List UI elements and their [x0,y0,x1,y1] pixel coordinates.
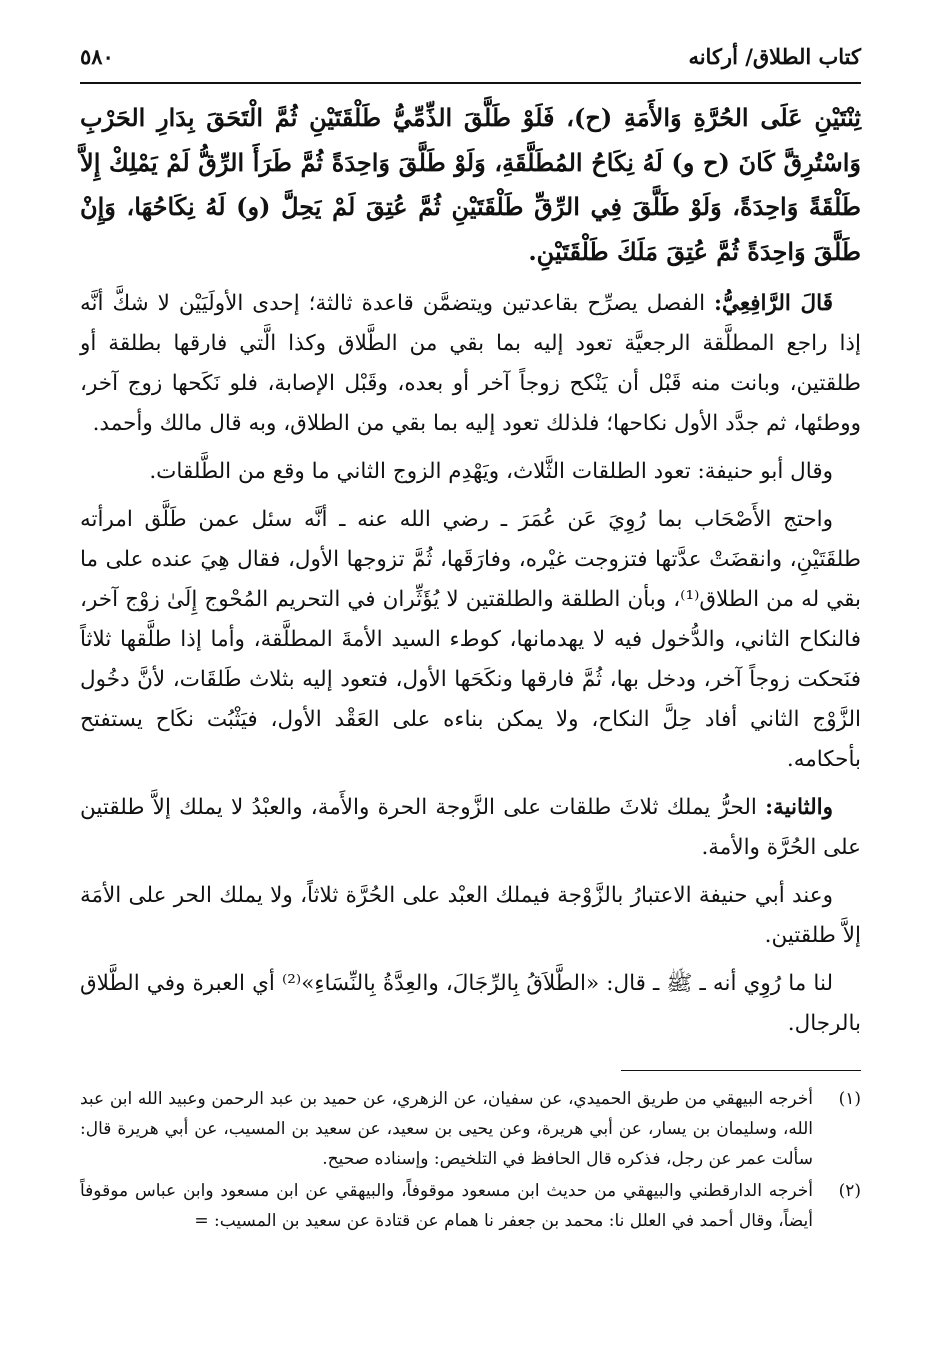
paragraph-text: لنا ما رُوِي أنه ـ ﷺ ـ قال: «الطَّلاَقُ بِالرِّجَالَ، والعِدَّةُ بِالنِّسَاءِ»⁽²⁾ أي العبرة وفي الطَّلاق بالرجال. [80,971,861,1036]
matn-paragraph: ثِنْتَيْنِ عَلَى الحُرَّةِ وَالأَمَةِ (ح)، فَلَوْ طَلَّقَ الذِّمِّيُّ طَلْقَتَيْنِ ثُمَّ الْتَحَقَ بِدَارِ الحَرْبِ وَاسْتُرِقَّ كَانَ (ح و) لَهُ نِكَاحُ المُطَلَّقَةِ، وَلَوْ طَلَّقَ وَاحِدَةً ثُمَّ طَرَأَ الرِّقُّ لَمْ يَمْلِكْ إِلاَّ طَلْقَةً وَاحِدَةً، وَلَوْ طَلَّقَ فِي الرِّقِّ طَلْقَتَيْنِ ثُمَّ عُتِقَ لَمْ يَحِلَّ (و) لَهُ نِكَاحُهَا، وَإِنْ طَلَّقَ وَاحِدَةً ثُمَّ عُتِقَ مَلَكَ طَلْقَتَيْنِ. [80,103,861,266]
header-rule [80,82,861,84]
sharh-paragraph-5 [80,876,861,956]
paragraph-lead: والثانية: [765,795,833,820]
footnote-separator [621,1070,861,1071]
paragraph-text: وعند أبي حنيفة الاعتبارُ بالزَّوْجة فيملك العبْد على الحُرَّة ثلاثاً، ولا يملك الحر على الأمَة إلاَّ طلقتين. [80,883,861,948]
paragraph-text: الحرُّ يملك ثلاثَ طلقات على الزَّوجة الحرة والأَمة، والعبْدُ لا يملك إلاَّ طلقتين على الحُرَّة والأمة. [80,795,861,860]
sharh-paragraph-3 [80,500,861,780]
footnote-number: (٢) [838,1181,861,1201]
running-title: كتاب الطلاق/ أركانه [688,43,861,69]
main-text [80,96,861,1052]
footnote-text: أخرجه الدارقطني والبيهقي من حديث ابن مسعود موقوفاً، والبيهقي عن ابن مسعود وابن عباس موقوفاً أيضاً، وقال أحمد في العلل نا: محمد بن جعفر نا همام عن قتادة عن سعيد بن المسيب: = [80,1181,813,1231]
paragraph-text: الفصل يصرِّح بقاعدتين ويتضمَّن قاعدة ثالثة؛ إحدى الأولَيَيْن لا شكَّ أنَّه إذا راجع المطلَّقة الرجعيَّة تعود إليه بما بقي من الطَّلاق وكذا الَّتي فارقها بطلقة أو طلقتين، وبانت منه قَبْل أن يَنْكح زوجاً آخر أو بعده، وقَبْل الإصابة، فلو نَكَحها زوج آخر، ووطئها، ثم جدَّد الأول نكاحها؛ فلذلك تعود إليه بما بقي من الطلاق، وبه قال مالك وأحمد. [80,291,861,436]
page-header [80,38,861,74]
sharh-paragraph-6 [80,964,861,1044]
footnote-number: (١) [838,1089,861,1109]
footnote-1 [80,1084,861,1174]
page-number: ٥٨٠ [80,43,114,69]
sharh-paragraph-4 [80,788,861,868]
footnotes [80,1084,861,1238]
footnote-2 [80,1176,861,1236]
paragraph-text: واحتج الأَصْحَاب بما رُوِيَ عَن عُمَرَ ـ رضي الله عنه ـ أنَّه سئل عمن طَلَّق امرأته طلقَتَيْنِ، وانقضَتْ عدَّتها فتزوجت غيْره، وفارَقَها، ثُمَّ تزوجها الأول، فقال هِيَ عنده على ما بقي له من الطلاق⁽¹⁾، وبأن الطلقة والطلقتين لا يُؤَثِّران في التحريم المُحْوج إِلَىٰ زوْج آخر، فالنكاح الثاني، والدُّخول فيه لا يهدمانها، كوطء السيد الأمةَ المطلَّقة، وأما إذا طلَّقها ثلاثاً فنَحكت زوجاً آخر، ودخل بها، ثُمَّ فارقها ونكَحَها الأول، فتعود إليه بثلاث طَلقَات، لأنَّ دخُول الزَّوْج الثاني أفاد حِلَّ النكاح، ولا يمكن بناءه على العَقْد الأول، فيَثْبُت نكَاح يستفتح بأحكامه. [80,507,862,772]
sharh-paragraph-1 [80,284,861,444]
paragraph-text: وقال أبو حنيفة: تعود الطلقات الثَّلاث، ويَهْدِم الزوج الثاني ما وقع من الطَّلقات. [149,459,833,484]
paragraph-lead: قَالَ الرَّافِعِيُّ: [714,291,833,316]
sharh-paragraph-2 [80,452,861,492]
footnote-text: أخرجه البيهقي من طريق الحميدي، عن سفيان، عن الزهري، عن حميد بن عبد الرحمن وعبيد الله ابن عبد الله، وسليمان بن يسار، عن أبي هريرة، وعن يحيى بن سعيد، عن سعيد بن المسيب، عن أبي هريرة قال: سألت عمر عن رجل، فذكره قال الحافظ في التلخيص: وإسناده صحيح. [80,1089,813,1169]
